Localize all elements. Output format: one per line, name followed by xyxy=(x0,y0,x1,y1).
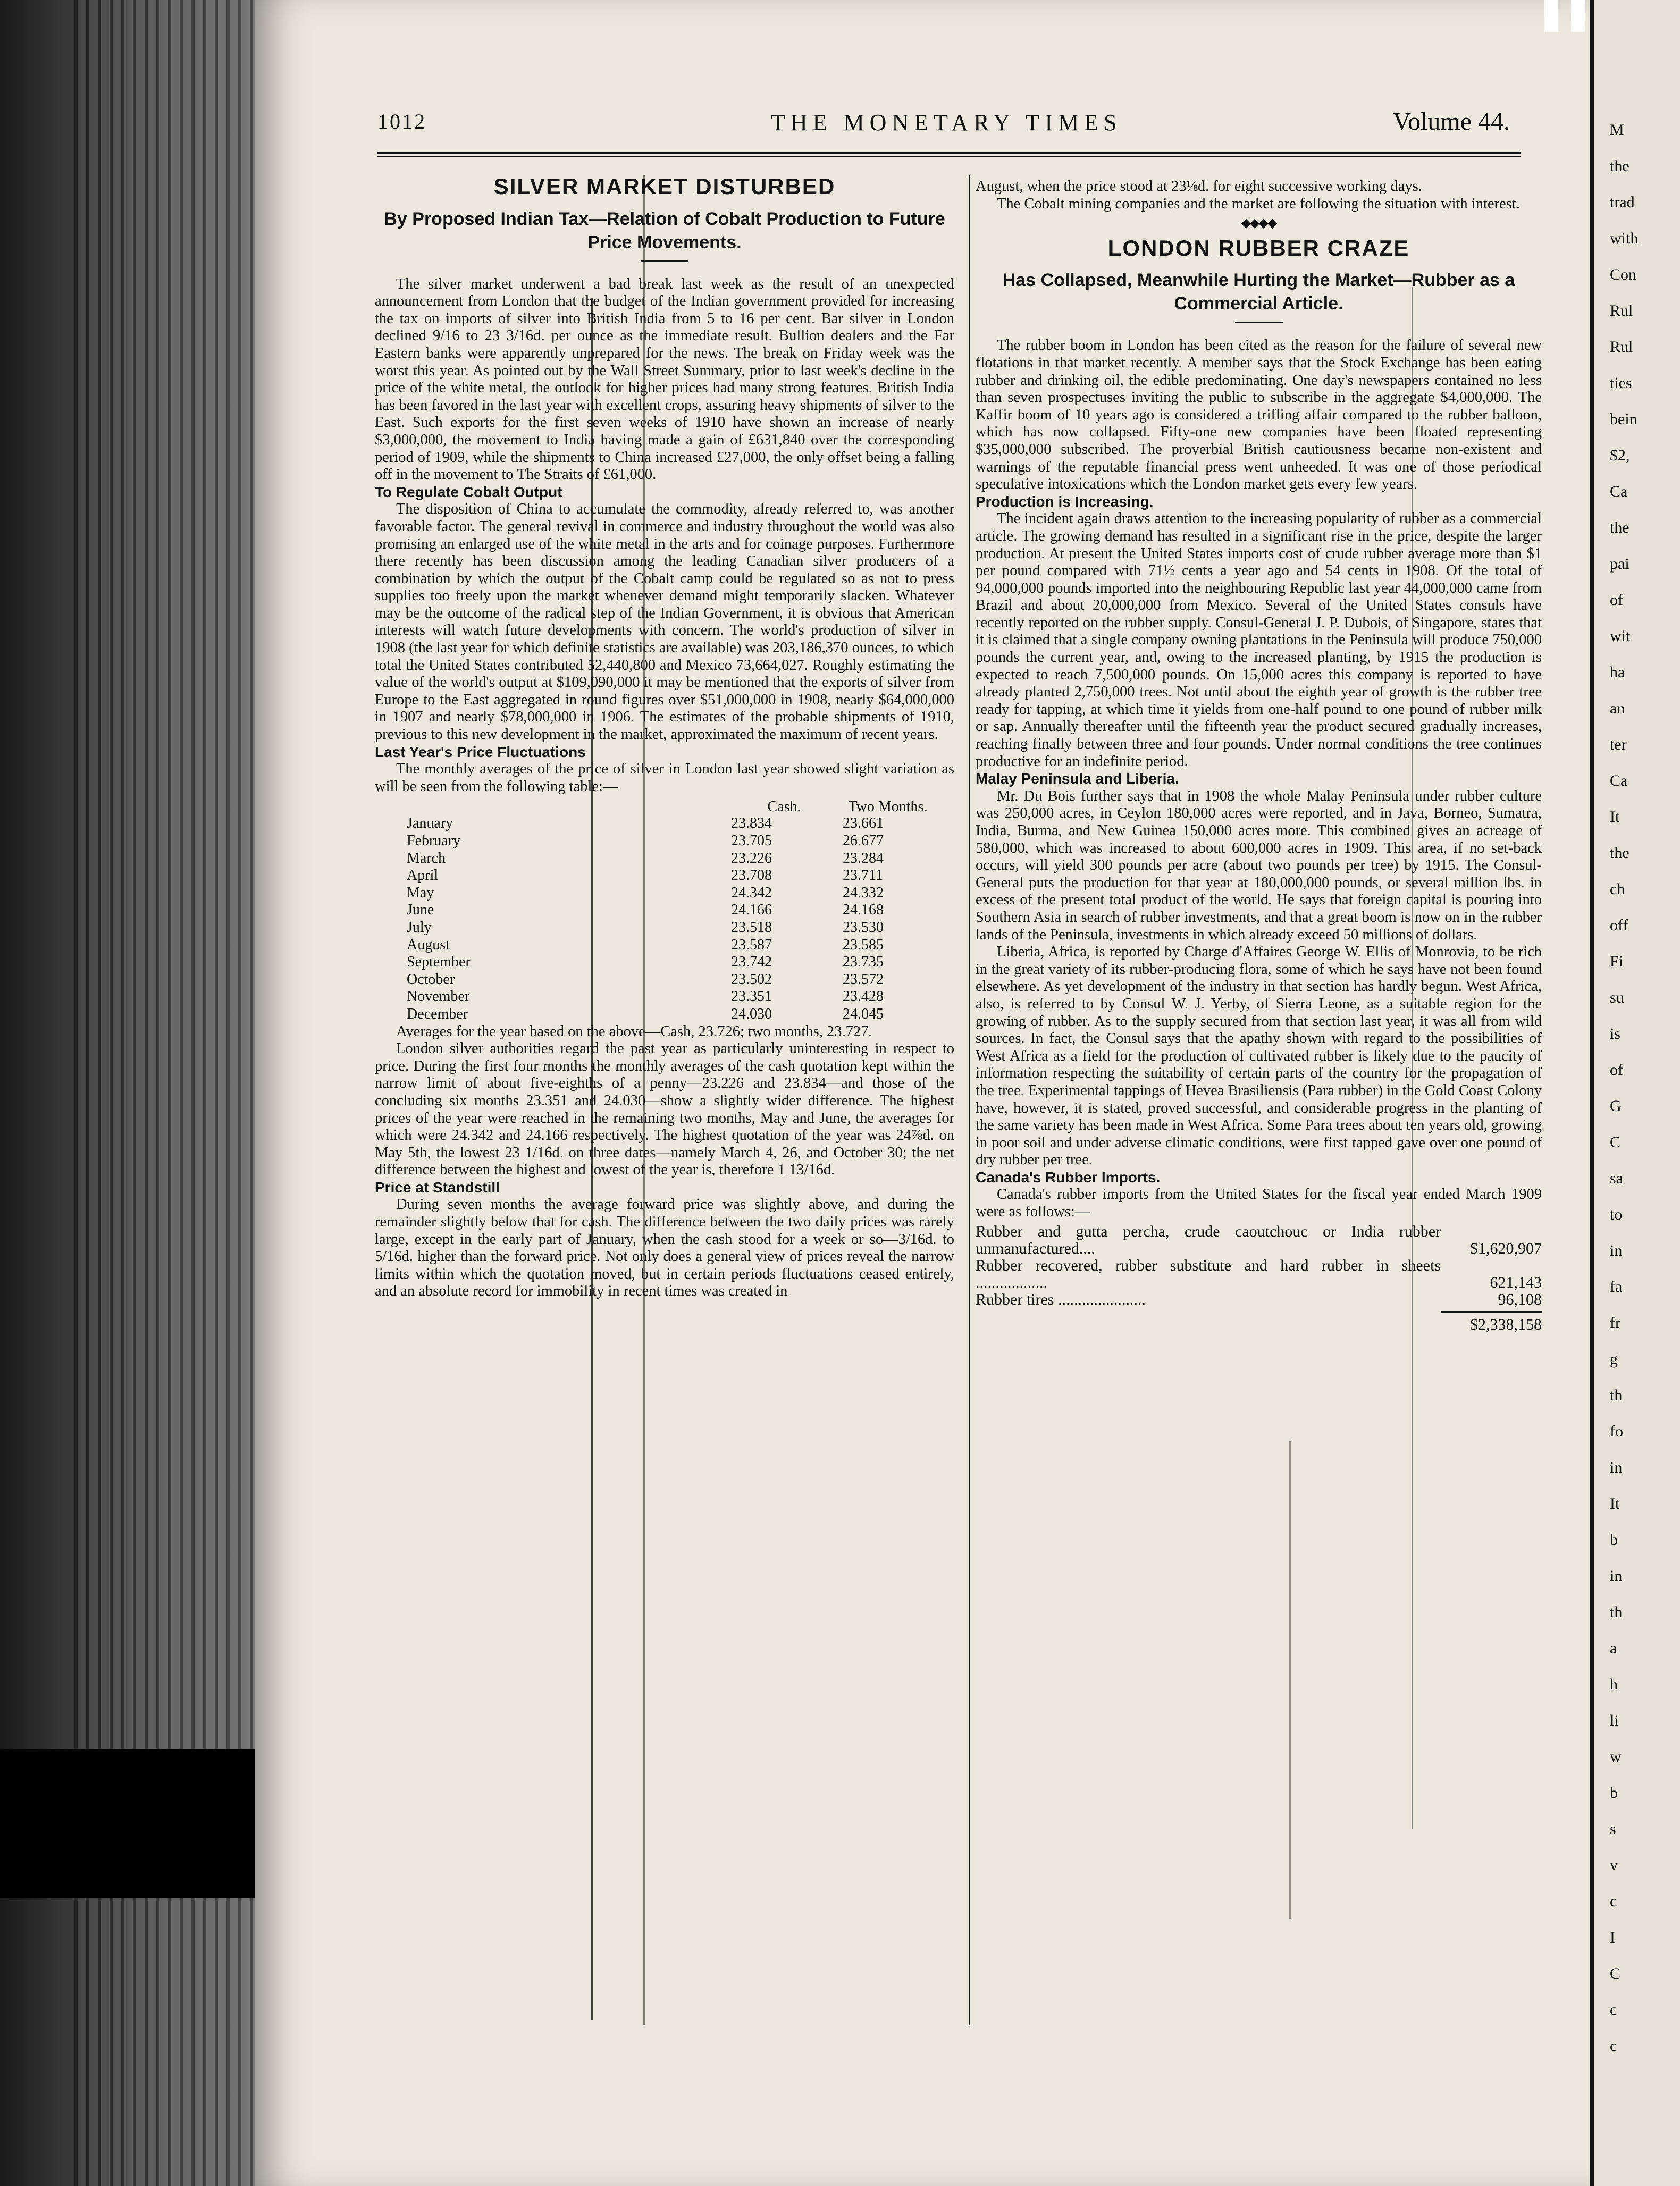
fragment-text: fr xyxy=(1610,1314,1620,1332)
fragment-text: w xyxy=(1610,1748,1622,1765)
table-header-two-months: Two Months. xyxy=(848,798,928,815)
fragment-text: G xyxy=(1610,1097,1622,1115)
paragraph: London silver authorities regard the past year as particularly uninteresting in respect to price. During the first four months the monthly averages of the cash quotation kept within the narrow limit of about five-eighths of a penny—23.226 and 23.834—and those of the concluding six months 23.351 and 24.030—show a slightly wider difference. The highest prices of the year were reached in the remaining two months, May and June, the averages for which were 24.342 and 24.166 respectively. The highest quotation of the year was 24⅞d. on May 5th, the lowest 23 1/16d. on three dates—namely March 4, 26, and October 30; the net difference between the highest and lowest of the year is, therefore 1 13/16d. xyxy=(375,1040,954,1179)
fragment-text: is xyxy=(1610,1025,1621,1042)
month-cell: September xyxy=(407,954,471,971)
paragraph: The rubber boom in London has been cited as the reason for the failure of several new flotations in that market recently. A member says that the Stock Exchange has been eating rubber and drinking oil, the edible predominating. One day's newspapers contained no less than seven prospectuses inviting the public to subscribe in the aggregate $4,000,000. The Kaffir boom of 10 years ago is considered a trifling affair compared to the rubber balloon, which has now collapsed. Fifty-one new companies have been floated representing $35,000,000 subscribed. The proverbial British cautiousness became non-existent and warnings of the reputable financial press went unheeded. It was one of those periodical speculative intoxications which the London market gets every few years. xyxy=(976,337,1542,493)
month-cell: February xyxy=(407,833,461,849)
month-cell: July xyxy=(407,919,432,936)
paragraph: The Cobalt mining companies and the market are following the situation with interest. xyxy=(997,195,1520,212)
section-heading: Production is Increasing. xyxy=(976,493,1154,510)
fragment-text: I xyxy=(1610,1929,1615,1946)
fragment-text: h xyxy=(1610,1676,1618,1693)
right-column xyxy=(976,178,1542,1333)
left-column xyxy=(375,174,954,1300)
section-heading: Last Year's Price Fluctuations xyxy=(375,743,586,760)
separator xyxy=(1235,322,1283,323)
fragment-text: g xyxy=(1610,1350,1618,1368)
fragment-text: in xyxy=(1610,1242,1623,1259)
table-row xyxy=(976,1257,1542,1291)
fragment-text: the xyxy=(1610,844,1629,862)
fragment-text: s xyxy=(1610,1820,1616,1838)
paragraph: Averages for the year based on the above—Cash, 23.726; two months, 23.727. xyxy=(396,1023,872,1040)
fragment-text: sa xyxy=(1610,1170,1623,1187)
table-row xyxy=(407,1006,938,1023)
fragment-text: trad xyxy=(1610,194,1635,211)
two-months-cell: 23.711 xyxy=(843,867,883,884)
cash-cell: 24.342 xyxy=(731,884,772,901)
article-subheadline: By Proposed Indian Tax—Relation of Cobalt Production to Future Price Movements. xyxy=(384,208,945,253)
fragment-text: th xyxy=(1610,1386,1623,1404)
two-months-cell: 23.735 xyxy=(843,954,884,971)
separator xyxy=(641,260,688,262)
fragment-text: M xyxy=(1610,121,1624,139)
fragment-text: b xyxy=(1610,1531,1618,1549)
paragraph: The silver market underwent a bad break last week as the result of an unexpected announcement from London that the budget of the Indian government provided for increasing the tax on imports of silver into British India from 5 to 16 per cent. Bar silver in London declined 9/16 to 23 3/16d. per ounce as the immediate result. Bullion dealers and the Far Eastern banks were apparently unprepared for the news. The break on Friday week was the worst this year. As pointed out by the Wall Street Summary, prior to last week's decline in the price of the white metal, the outlook for higher prices had many strong features. British India has been favored in the last year with excellent crops, assuring heavy shipments of silver to the East. Such exports for the first seven weeks of 1910 have shown an increase of nearly $3,000,000, the movement to India having made a gain of £631,840 over the corresponding period of 1909, while the shipments to China increased £27,000, the only offset being a falling off in the movement to The Straits of £61,000. xyxy=(375,275,954,483)
fragment-text: off xyxy=(1610,917,1628,934)
import-value: 621,143 xyxy=(1490,1273,1542,1291)
film-scratch xyxy=(1289,1441,1291,1919)
imports-total: $2,338,158 xyxy=(1441,1311,1542,1334)
two-months-cell: 23.572 xyxy=(843,971,884,988)
cash-cell: 23.708 xyxy=(731,867,772,884)
fragment-text: th xyxy=(1610,1603,1623,1621)
fragment-text: a xyxy=(1610,1640,1617,1657)
two-months-cell: 26.677 xyxy=(843,833,884,849)
paragraph: The monthly averages of the price of silver in London last year showed slight variation as will be seen from the following table:— xyxy=(375,761,954,795)
import-value: 96,108 xyxy=(1498,1290,1542,1308)
fragment-text: ch xyxy=(1610,880,1625,898)
cash-cell: 23.351 xyxy=(731,988,772,1005)
fragment-text: Rul xyxy=(1610,338,1633,356)
two-months-cell: 24.168 xyxy=(843,902,884,919)
rubber-imports-table xyxy=(976,1223,1542,1308)
import-label: Rubber and gutta percha, crude caoutchouc or India rubber unmanufactured.... xyxy=(976,1222,1441,1257)
table-row xyxy=(407,919,938,937)
table-row xyxy=(976,1223,1542,1257)
table-row xyxy=(407,850,938,868)
fragment-text: fo xyxy=(1610,1423,1623,1440)
import-label: Rubber recovered, rubber substitute and hard rubber in sheets .................. xyxy=(976,1256,1441,1291)
fragment-text: fa xyxy=(1610,1278,1623,1296)
fragment-text: wit xyxy=(1610,627,1631,645)
month-cell: October xyxy=(407,971,455,988)
page-number: 1012 xyxy=(377,110,426,133)
publication-title: THE MONETARY TIMES xyxy=(771,110,1122,136)
two-months-cell: 23.284 xyxy=(843,850,884,867)
fragment-text: pai xyxy=(1610,555,1629,573)
table-row xyxy=(407,971,938,989)
fragment-text: the xyxy=(1610,519,1629,536)
fragment-text: to xyxy=(1610,1206,1623,1223)
paragraph: Mr. Du Bois further says that in 1908 the whole Malay Peninsula under rubber culture was 250,000 acres, in Ceylon 180,000 acres were reported, and in Java, Borneo, Sumatra, India, Burma, and New Guinea 150,000 acres more. This combined gives an acreage of 580,000, which was increased to about 600,000 acres in 1909. This area, if no set-back occurs, will yield 300 pounds per acre (about two pounds per tree) by 1915. The Consul-General puts the production for that year at 180,000,000 pounds, or several million lbs. in excess of the present total product of the world. He says that foreign capital is pouring into Southern Asia in search of rubber investments, and that a great boom is now on in the rubber lands of the Peninsula, investments in which already exceed 50 millions of dollars. xyxy=(976,787,1542,943)
fragment-text: C xyxy=(1610,1965,1621,1982)
fragment-text: It xyxy=(1610,1495,1620,1512)
fragment-text: c xyxy=(1610,2001,1617,2019)
silver-price-table xyxy=(407,798,938,1023)
import-value: $1,620,907 xyxy=(1470,1239,1542,1257)
fragment-text: an xyxy=(1610,700,1625,717)
section-heading: Canada's Rubber Imports. xyxy=(976,1168,1161,1186)
fragment-text: of xyxy=(1610,1061,1623,1079)
fragment-text: $2, xyxy=(1610,447,1630,464)
fragment-text: Rul xyxy=(1610,302,1633,320)
fragment-text: bein xyxy=(1610,410,1637,428)
cash-cell: 24.166 xyxy=(731,902,772,919)
paragraph: Canada's rubber imports from the United States for the fiscal year ended March 1909 were as follows:— xyxy=(976,1186,1542,1221)
fragment-text: v xyxy=(1610,1856,1618,1874)
film-mark xyxy=(1571,0,1585,32)
month-cell: April xyxy=(407,867,439,884)
fragment-text: in xyxy=(1610,1459,1623,1476)
table-row xyxy=(407,833,938,850)
import-label: Rubber tires ...................... xyxy=(976,1290,1146,1308)
paragraph: Liberia, Africa, is reported by Charge d'Affaires George W. Ellis of Monrovia, to be rich in the great variety of its rubber-producing flora, some of which he says have not been found elsewhere. As yet development of the industry in that section has hardly begun. West Africa, also, is referred to by Consul W. J. Yerby, of Sierra Leone, as a suitable region for the growing of rubber. As to the supply secured from that section last year, it was all from wild sources. In fact, the Consul says that the apathy shown with regard to the possibilities of West Africa as a field for the production of cultivated rubber is likely due to the paucity of information respecting the suitability of certain parts of the country for the propagation of the tree. Experimental tappings of Hevea Brasiliensis (Para rubber) in the Gold Coast Colony have, however, it is stated, proved successful, and considerable progress in the planting of the same variety has been made in West Africa. Some Para trees about ten years old, growing in poor soil and under adverse climatic conditions, were first tapped gave over one pound of dry rubber per tree. xyxy=(976,944,1542,1168)
header-rule xyxy=(377,156,1521,157)
section-heading: Price at Standstill xyxy=(375,1179,500,1196)
ornament: ◆◆◆◆ xyxy=(1241,216,1276,231)
paragraph: The disposition of China to accumulate the commodity, already referred to, was another favorable factor. The general revival in commerce and industry throughout the world was also promising an enlarged use of the white metal in the arts and for coinage purposes. Furthermore there recently has been discussion among the leading Canadian silver producers of a combination by which the output of the Cobalt camp could be regulated so as not to press supplies too freely upon the market whenever demand might temporarily slacken. Whatever may be the outcome of the radical step of the Indian Government, it is obvious that American interests will watch future developments with concern. The world's production of silver in 1908 (the last year for which definite statistics are available) was 203,186,370 ounces, to which total the United States contributed 52,440,800 and Mexico 73,664,027. Roughly estimating the value of the world's output at $109,090,000 it may be mentioned that the exports of silver from Europe to the East aggregated in round figures over $51,000,000 in 1908, nearly $64,000,000 in 1907 and nearly $78,000,000 in 1906. The estimates of the probable shipments of 1910, previous to this new development in the market, approximated the maximum of recent years. xyxy=(375,501,954,743)
table-row xyxy=(407,988,938,1006)
fragment-text: Fi xyxy=(1610,953,1624,970)
section-heading: To Regulate Cobalt Output xyxy=(375,483,562,500)
fragment-text: li xyxy=(1610,1712,1619,1729)
month-cell: November xyxy=(407,988,470,1005)
fragment-text: ha xyxy=(1610,663,1625,681)
month-cell: June xyxy=(407,902,434,919)
article-headline: SILVER MARKET DISTURBED xyxy=(493,174,836,199)
table-header-month xyxy=(407,798,731,815)
two-months-cell: 24.332 xyxy=(843,884,884,901)
fragment-text: c xyxy=(1610,2037,1617,2055)
fragment-text: C xyxy=(1610,1133,1621,1151)
two-months-cell: 23.585 xyxy=(843,936,884,953)
two-months-cell: 23.428 xyxy=(843,988,884,1005)
month-cell: March xyxy=(407,850,446,867)
paragraph: August, when the price stood at 23⅛d. for eight successive working days. xyxy=(976,178,1422,195)
two-months-cell: 23.530 xyxy=(843,919,884,936)
fragment-text: ter xyxy=(1610,736,1627,753)
cash-cell: 23.502 xyxy=(731,971,772,988)
fragment-text: Con xyxy=(1610,266,1637,283)
fragment-text: It xyxy=(1610,808,1620,826)
table-row xyxy=(407,815,938,833)
table-row xyxy=(407,902,938,919)
fragment-text: Ca xyxy=(1610,772,1628,789)
fragment-text: with xyxy=(1610,230,1639,247)
fragment-text: in xyxy=(1610,1567,1623,1585)
cash-cell: 24.030 xyxy=(731,1005,772,1022)
paragraph: The incident again draws attention to the increasing popularity of rubber as a commercial article. The growing demand has resulted in a significant rise in the price, despite the larger production. At present the United States imports cost of crude rubber average more than $1 per pound compared with 71½ cents a year ago and 54 cents in 1908. Of the total of 94,000,000 pounds imported into the neighbouring Republic last year 44,000,000 came from Brazil and about 20,000,000 from Mexico. Several of the United States consuls have recently reported on the rubber supply. Consul-General J. P. Dubois, of Singapore, states that it is claimed that a single company owning plantations in the Peninsula will produce 750,000 pounds the current year, and, owing to the increased planting, by 1915 the production is expected to reach 7,500,000 pounds. On 15,000 acres this company is reported to have already planted 2,750,000 trees. Not until about the eighth year of growth is the rubber tree ready for tapping, at which time it yields from one-half pound to one pound of rubber milk or sap. Annually thereafter until the fifteenth year the product secured gradually increases, reaching finally between three and four pounds. Under normal conditions the tree continues productive for an indefinite period. xyxy=(976,510,1542,770)
two-months-cell: 23.661 xyxy=(843,815,884,832)
cash-cell: 23.742 xyxy=(731,954,772,971)
cash-cell: 23.834 xyxy=(731,815,772,832)
cash-cell: 23.518 xyxy=(731,919,772,936)
month-cell: December xyxy=(407,1005,468,1022)
fragment-text: ties xyxy=(1610,374,1632,392)
header-rule xyxy=(377,152,1521,154)
fragment-text: the xyxy=(1610,157,1629,175)
fragment-text: Ca xyxy=(1610,483,1628,500)
cash-cell: 23.705 xyxy=(731,833,772,849)
volume-label: Volume 44. xyxy=(1392,107,1510,136)
fragment-text: su xyxy=(1610,989,1624,1006)
table-row xyxy=(976,1291,1542,1308)
two-months-cell: 24.045 xyxy=(843,1005,884,1022)
article-subheadline: Has Collapsed, Meanwhile Hurting the Market—Rubber as a Commercial Article. xyxy=(1002,270,1515,314)
paragraph: During seven months the average forward price was slightly above, and during the remainder slightly below that for cash. The difference between the two daily prices was rarely large, except in the early part of January, when the cash stood for a week or so—3/16d. to 5/16d. higher than the forward price. Not only does a general view of prices reveal the narrow limits within which the quotation moved, but in certain periods fluctuations ceased entirely, and an absolute record for immobility in recent times was created in xyxy=(375,1196,954,1300)
month-cell: May xyxy=(407,884,434,901)
table-row xyxy=(407,954,938,971)
page-header xyxy=(377,109,1515,141)
section-heading: Malay Peninsula and Liberia. xyxy=(976,770,1179,787)
article-headline: LONDON RUBBER CRAZE xyxy=(1107,235,1410,260)
fragment-text: c xyxy=(1610,1893,1617,1910)
next-page-fragment xyxy=(1590,0,1680,2186)
table-row xyxy=(407,867,938,885)
column-divider xyxy=(969,175,970,2025)
month-cell: January xyxy=(407,815,453,832)
fragment-text: b xyxy=(1610,1784,1618,1802)
month-cell: August xyxy=(407,936,450,953)
cash-cell: 23.226 xyxy=(731,850,772,867)
film-mark xyxy=(1544,0,1558,32)
cash-cell: 23.587 xyxy=(731,936,772,953)
table-row xyxy=(407,885,938,902)
table-header-cash: Cash. xyxy=(767,798,801,815)
table-row xyxy=(407,937,938,954)
fragment-text: of xyxy=(1610,591,1623,609)
